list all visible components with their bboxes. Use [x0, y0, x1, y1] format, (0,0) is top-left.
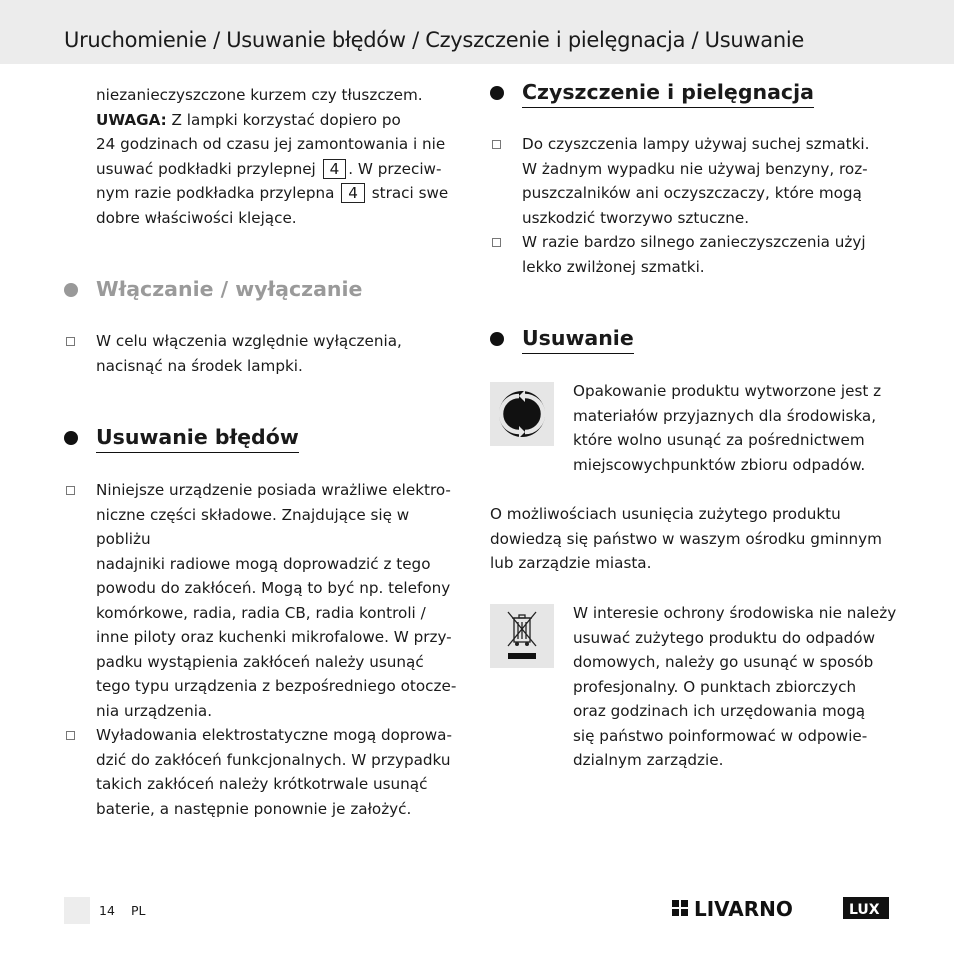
- section-title: Włączanie / wyłączanie: [96, 277, 363, 301]
- square-bullet-icon: [492, 140, 501, 149]
- section-disposal: [490, 325, 890, 355]
- text-line: niezanieczyszczone kurzem czy tłuszczem.: [96, 86, 423, 104]
- footer-marker: [64, 897, 90, 924]
- list-item: W celu włączenia względnie wyłączenia, nacisnąć na środek lampki.: [64, 329, 466, 378]
- square-bullet-icon: [66, 731, 75, 740]
- section-heading: [64, 276, 466, 306]
- section-cleaning: [490, 79, 890, 109]
- recycle-text: Opakowanie produktu wytworzone jest z materiałów przyjaznych dla środowiska, które wolno usunąć za pośrednictwem miejscowychpunktów zbioru odpadów.: [573, 382, 882, 474]
- weee-text: W interesie ochrony środowiska nie należy usuwać zużytego produktu do odpadów domowych, należy go usunąć w sposób profesjonalny. O punktach zbiorczych oraz godzinach ich urzędowania mogą się państwo poinformować w odpowie- dzialnym zarządzie.: [573, 604, 897, 769]
- section-title: Czyszczenie i pielęgnacja: [522, 79, 814, 108]
- on-off-list: [64, 329, 466, 378]
- square-bullet-icon: [66, 337, 75, 346]
- section-title: Usuwanie błędów: [96, 424, 299, 453]
- bullet-dot-icon: [64, 431, 78, 445]
- section-heading: [490, 79, 890, 109]
- ref-number-box: 4: [341, 183, 365, 203]
- bullet-dot-icon: [490, 86, 504, 100]
- bullet-dot-icon: [490, 332, 504, 346]
- ref-number-box: 4: [323, 159, 347, 179]
- green-dot-icon: [490, 382, 554, 446]
- page-header: [0, 0, 954, 64]
- square-bullet-icon: [66, 486, 75, 495]
- page-number: 14: [99, 903, 115, 918]
- language-code: PL: [131, 903, 146, 918]
- troubleshooting-list: [64, 478, 466, 821]
- intro-paragraph: [64, 83, 466, 230]
- text-line: usuwać podkładki przylepnej 4 . W przeciw-: [96, 159, 442, 178]
- list-item: W razie bardzo silnego zanieczyszczenia użyj lekko zwilżonej szmatki.: [490, 230, 890, 279]
- cleaning-list: [490, 132, 890, 279]
- crossed-bin-icon: [490, 604, 554, 668]
- page-title: Uruchomienie / Usuwanie błędów / Czyszczenie i pielęgnacja / Usuwanie: [64, 28, 804, 52]
- section-troubleshooting: [64, 424, 466, 454]
- bullet-dot-icon: [64, 283, 78, 297]
- text-line: nym razie podkładka przylepna 4 straci swe: [96, 184, 449, 202]
- svg-text:LUX: LUX: [849, 902, 880, 918]
- text-line: 24 godzinach od czasu jej zamontowania i nie: [96, 135, 446, 153]
- list-item: Do czyszczenia lampy używaj suchej szmatki. W żadnym wypadku nie używaj benzyny, roz- puszczalników ani oczyszczaczy, które mogą uszkodzić tworzywo sztuczne.: [490, 132, 890, 230]
- section-heading: [490, 325, 890, 355]
- warning-label: UWAGA:: [96, 110, 167, 129]
- list-item: Niniejsze urządzenie posiada wrażliwe elektro- niczne części składowe. Znajdujące się w pobliżu nadajniki radiowe mogą doprowadzić z tego powodu do zakłóceń. Mogą to być np. telefony komórkowe, radia, radia CB, radia kontroli / inne piloty oraz kuchenki mikrofalowe. W przy- padku wystąpienia zakłóceń należy usunąć tego typu urządzenia z bezpośredniego otocze- nia urządzenia.: [64, 478, 466, 723]
- square-bullet-icon: [492, 238, 501, 247]
- warning-line: UWAGA: Z lampki korzystać dopiero po: [96, 110, 401, 129]
- brand-logo: [670, 895, 890, 921]
- disposal-info: O możliwościach usunięcia zużytego produktu dowiedzą się państwo w waszym ośrodku gminnym lub zarządzie miasta.: [490, 505, 882, 572]
- section-on-off: [64, 276, 466, 306]
- section-title: Usuwanie: [522, 325, 634, 354]
- svg-text:LIVARNO: LIVARNO: [694, 897, 793, 921]
- section-heading: [64, 424, 466, 454]
- left-column: [64, 83, 466, 230]
- list-item: Wyładowania elektrostatyczne mogą doprowa- dzić do zakłóceń funkcjonalnych. W przypadku takich zakłóceń należy krótkotrwale usunąć baterie, a następnie ponownie je założyć.: [64, 723, 466, 821]
- text-line: dobre właściwości klejące.: [96, 208, 297, 227]
